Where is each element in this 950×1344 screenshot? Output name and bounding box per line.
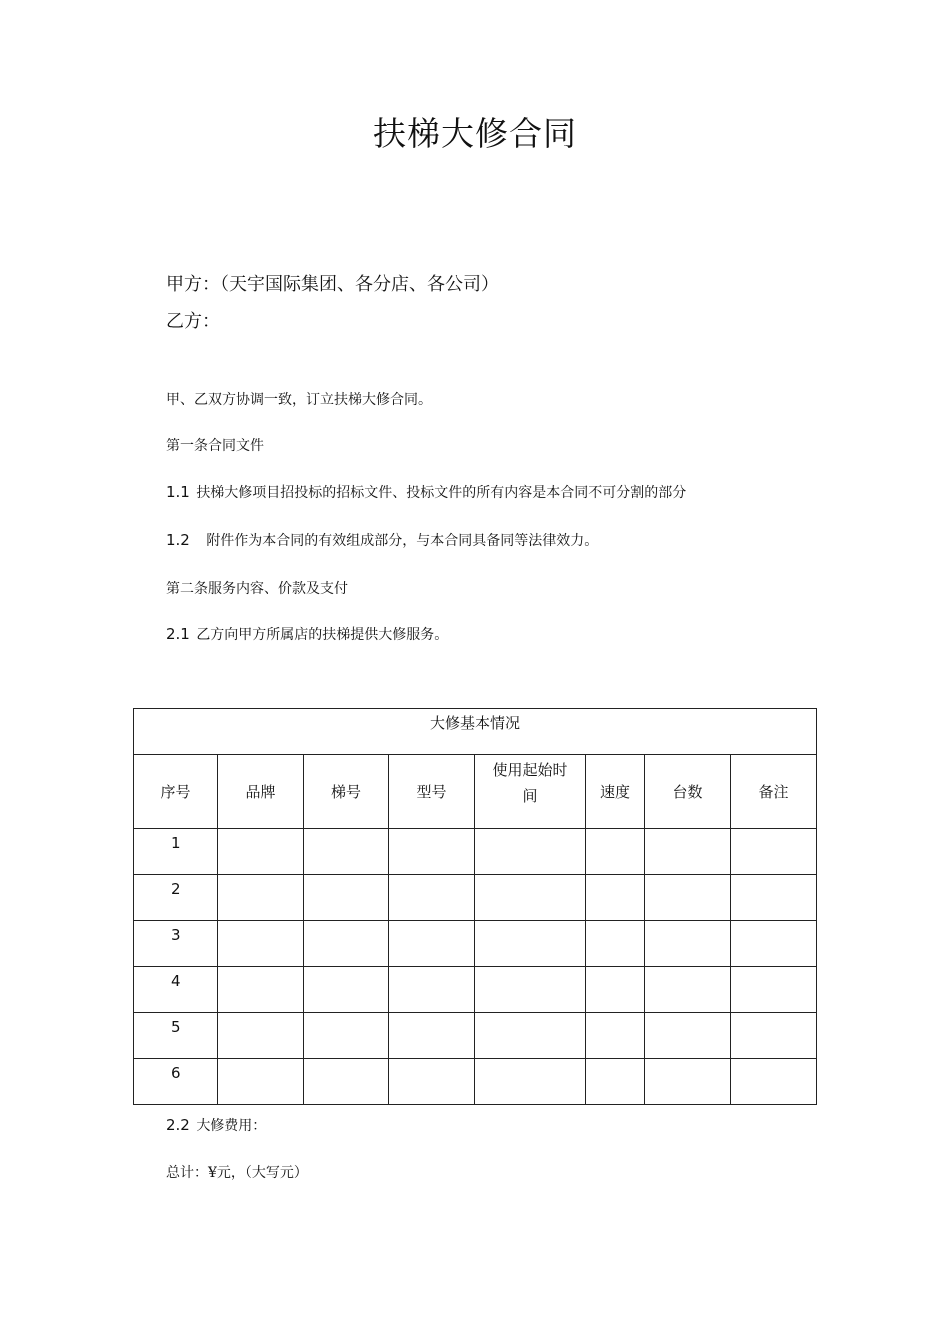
- table-cell: [304, 1059, 389, 1105]
- table-cell: [218, 921, 304, 967]
- clause-number: 2.1: [166, 625, 190, 643]
- table-cell: [645, 829, 731, 875]
- repair-info-table: [133, 708, 817, 1105]
- header-start-time-line-2: 间: [522, 787, 538, 805]
- row-index-cell: 5: [134, 1013, 218, 1059]
- header-index: 序号: [134, 755, 218, 829]
- table-cell: [731, 921, 817, 967]
- table-cell: [389, 875, 475, 921]
- table-cell: [304, 921, 389, 967]
- row-index-cell: 2: [134, 875, 218, 921]
- clause-text: 大修费用：: [196, 1118, 267, 1134]
- table-cell: [475, 1059, 586, 1105]
- table-cell: [475, 829, 586, 875]
- table-row: [134, 875, 817, 921]
- clause-1-1: [166, 482, 686, 502]
- table-cell: [645, 875, 731, 921]
- table-cell: [389, 967, 475, 1013]
- document-title: 扶梯大修合同: [373, 114, 577, 153]
- table-cell: [731, 875, 817, 921]
- clause-number: 1.2: [166, 531, 190, 549]
- row-index-cell: 3: [134, 921, 218, 967]
- table-cell: [475, 921, 586, 967]
- header-speed: 速度: [586, 755, 645, 829]
- table-cell: [304, 1013, 389, 1059]
- clause-text: 扶梯大修项目招投标的招标文件、投标文件的所有内容是本合同不可分割的部分: [196, 485, 687, 501]
- clause-number: 1.1: [166, 483, 190, 501]
- table-cell: [586, 875, 645, 921]
- clause-number: 2.2: [166, 1116, 190, 1134]
- table-cell: [731, 1059, 817, 1105]
- table-cell: [586, 921, 645, 967]
- header-start-time: [475, 755, 586, 829]
- article-1-title: 第一条合同文件: [166, 438, 264, 454]
- table-cell: [304, 967, 389, 1013]
- table-cell: [389, 1059, 475, 1105]
- table-cell: [389, 921, 475, 967]
- table-cell: [475, 1013, 586, 1059]
- table-row: [134, 1059, 817, 1105]
- table-cell: [475, 875, 586, 921]
- header-start-time-line-1: 使用起始时: [492, 761, 568, 779]
- table-cell: [586, 1059, 645, 1105]
- clause-text: 附件作为本合同的有效组成部分，与本合同具备同等法律效力。: [206, 533, 599, 549]
- table-cell: [645, 1059, 731, 1105]
- table-cell: [645, 967, 731, 1013]
- clause-2-2: [166, 1115, 266, 1135]
- total-line: 总计：¥元，（大写元）: [166, 1165, 308, 1181]
- intro-paragraph: 甲、乙双方协调一致，订立扶梯大修合同。: [166, 392, 432, 408]
- row-index-cell: 4: [134, 967, 218, 1013]
- article-2-title: 第二条服务内容、价款及支付: [166, 581, 348, 597]
- table-row: [134, 829, 817, 875]
- table-cell: [218, 967, 304, 1013]
- table-caption: 大修基本情况: [134, 709, 817, 755]
- table-cell: [218, 1013, 304, 1059]
- table-cell: [731, 1013, 817, 1059]
- table-cell: [389, 829, 475, 875]
- table-cell: [586, 967, 645, 1013]
- clause-1-2: [166, 530, 598, 550]
- party-a-line: 甲方：（天宇国际集团、各分店、各公司）: [166, 274, 499, 295]
- table-header-row: [134, 755, 817, 829]
- row-index-cell: 6: [134, 1059, 218, 1105]
- party-b-line: 乙方：: [166, 311, 220, 332]
- header-remarks: 备注: [731, 755, 817, 829]
- header-count: 台数: [645, 755, 731, 829]
- table-cell: [218, 1059, 304, 1105]
- header-model: 型号: [389, 755, 475, 829]
- table-row: [134, 967, 817, 1013]
- header-brand: 品牌: [218, 755, 304, 829]
- table-cell: [389, 1013, 475, 1059]
- table-cell: [218, 875, 304, 921]
- table-cell: [218, 829, 304, 875]
- table-cell: [731, 967, 817, 1013]
- table-cell: [586, 1013, 645, 1059]
- row-index-cell: 1: [134, 829, 218, 875]
- table-row: [134, 1013, 817, 1059]
- table-cell: [304, 829, 389, 875]
- table-cell: [645, 1013, 731, 1059]
- header-elevator-no: 梯号: [304, 755, 389, 829]
- table-cell: [475, 967, 586, 1013]
- table-cell: [731, 829, 817, 875]
- clause-2-1: [166, 624, 448, 644]
- table-cell: [304, 875, 389, 921]
- clause-text: 乙方向甲方所属店的扶梯提供大修服务。: [196, 627, 449, 643]
- table-cell: [586, 829, 645, 875]
- table-cell: [645, 921, 731, 967]
- table-row: [134, 921, 817, 967]
